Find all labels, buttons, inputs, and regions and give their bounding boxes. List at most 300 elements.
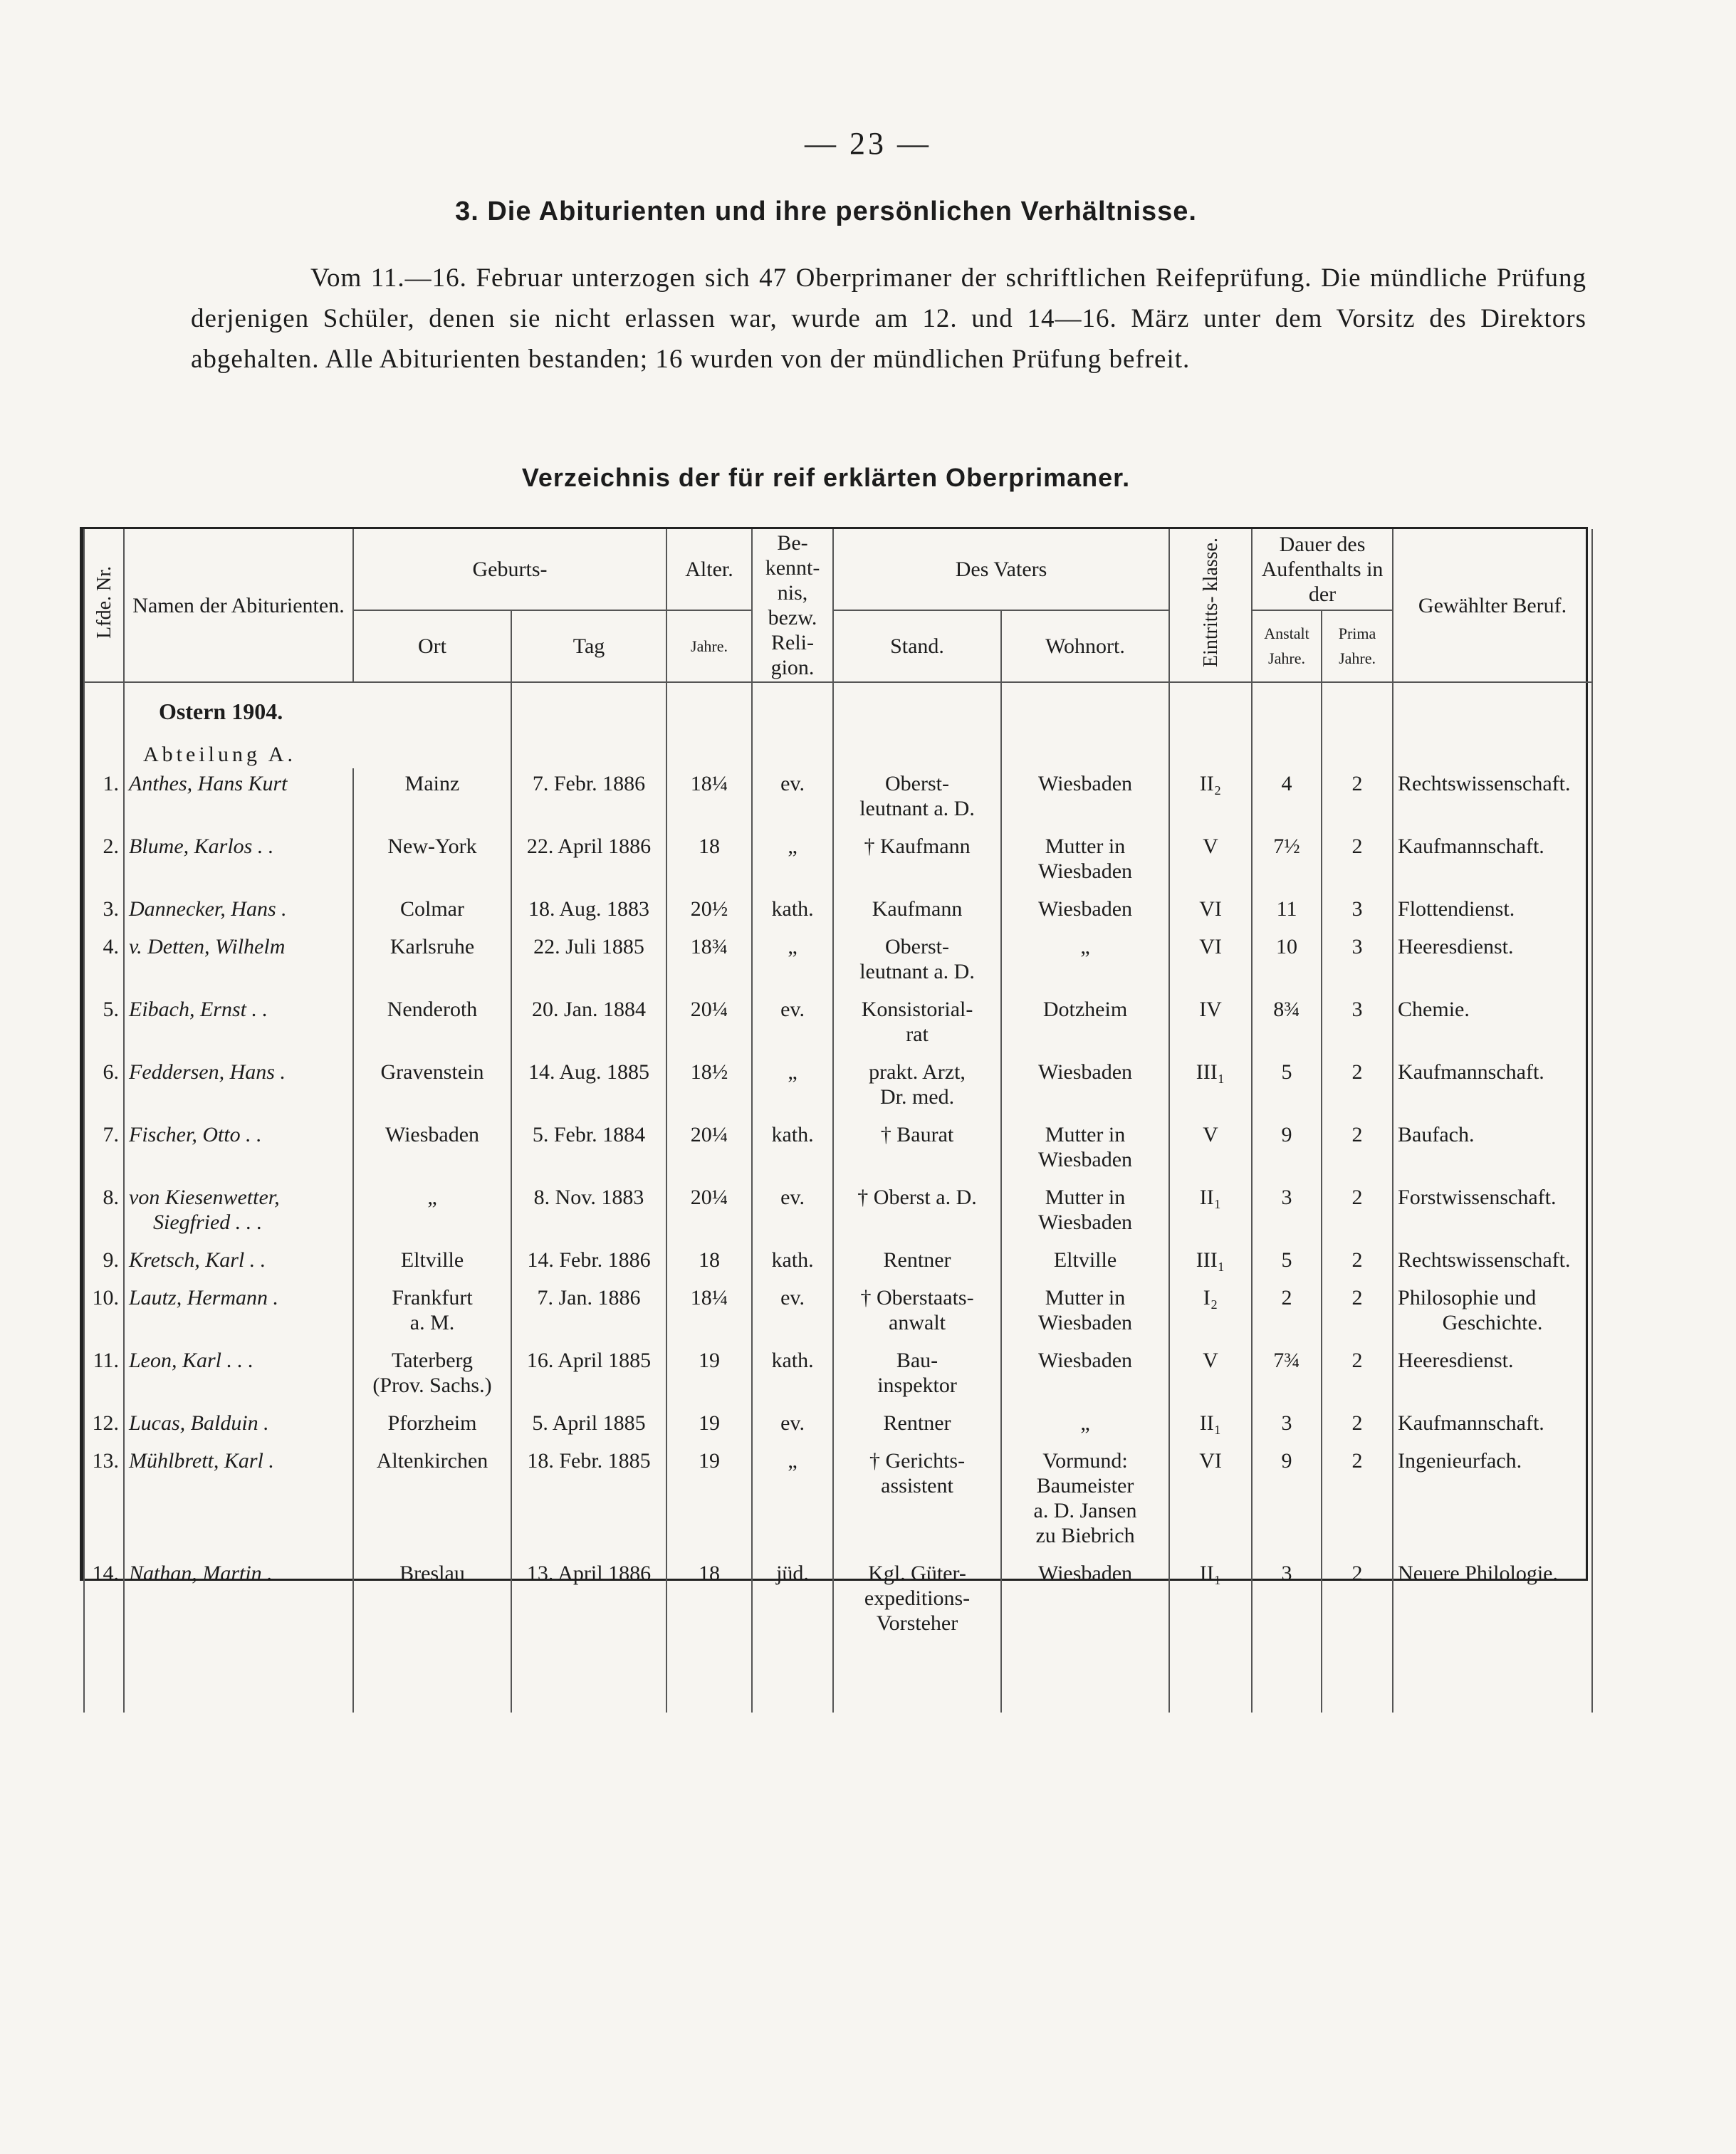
cell-name: [124, 1119, 353, 1182]
cell-eintritt: III₁: [1169, 1245, 1252, 1282]
cell-name-line: Dannecker, Hans .: [129, 897, 287, 921]
cell-stand-line: Dr. med.: [879, 1085, 955, 1109]
cell-wohnort-line: Eltville: [1053, 1248, 1117, 1272]
cell-nr: 12.: [84, 1408, 124, 1445]
table-row: [84, 1057, 1592, 1119]
cell-religion: kath.: [752, 1119, 833, 1182]
cell-wohnort-line: Baumeister: [1036, 1474, 1134, 1497]
empty-cell: [666, 1646, 752, 1713]
cell-stand-line: expeditions-: [864, 1586, 971, 1610]
cell-stand-line: leutnant a. D.: [859, 960, 975, 983]
cell-stand-line: Rentner: [883, 1248, 951, 1272]
cell-stand: [833, 1445, 1001, 1558]
cell-tag: 8. Nov. 1883: [511, 1182, 666, 1245]
cell-wohnort: [1001, 1057, 1169, 1119]
cell-ort-line: New-York: [387, 835, 477, 858]
cell-alter: 18: [666, 831, 752, 894]
cell-name-line: Lautz, Hermann .: [129, 1286, 279, 1309]
intro-paragraph: [191, 258, 1586, 380]
cell-anstalt: 7½: [1252, 831, 1322, 894]
cell-stand-line: Vorsteher: [876, 1611, 958, 1635]
cell-nr: 6.: [84, 1057, 124, 1119]
table-row: [84, 768, 1592, 831]
cell-religion: kath.: [752, 1245, 833, 1282]
cell-name-line: Leon, Karl . . .: [129, 1349, 254, 1372]
table-row: [84, 1445, 1592, 1558]
abiturienten-table: [83, 529, 1593, 1713]
cell-nr: 9.: [84, 1245, 124, 1282]
cell-wohnort-line: Wiesbaden: [1037, 859, 1133, 883]
cell-stand: [833, 1282, 1001, 1345]
cell-ort-line: Altenkirchen: [376, 1449, 488, 1473]
cell-stand: [833, 1057, 1001, 1119]
cell-stand-line: † Kaufmann: [864, 835, 971, 858]
cell-anstalt: 9: [1252, 1119, 1322, 1182]
cell-stand-line: Oberst-: [885, 935, 949, 958]
cell-name: [124, 894, 353, 931]
cell-anstalt: 3: [1252, 1558, 1322, 1646]
cell-anstalt: 7¾: [1252, 1345, 1322, 1408]
cell-prima: 3: [1322, 931, 1393, 994]
cell-tag: 22. April 1886: [511, 831, 666, 894]
cell-stand: [833, 831, 1001, 894]
cell-religion: ev.: [752, 768, 833, 831]
cell-ort-line: Breslau: [399, 1562, 465, 1585]
empty-cell: [1169, 1646, 1252, 1713]
cell-stand-line: Bau-: [896, 1349, 938, 1372]
cell-ort-line: Mainz: [404, 772, 460, 795]
cell-ort: [353, 931, 511, 994]
empty-cell: [511, 1646, 666, 1713]
cell-eintritt: V: [1169, 1345, 1252, 1408]
cell-religion: ev.: [752, 994, 833, 1057]
cell-nr: 4.: [84, 931, 124, 994]
cell-name-line: Anthes, Hans Kurt: [129, 772, 288, 795]
cell-ort: [353, 894, 511, 931]
cell-beruf: [1393, 1445, 1592, 1558]
cell-ort: [353, 1282, 511, 1345]
cell-stand-line: leutnant a. D.: [859, 797, 975, 820]
cell-tag: 5. April 1885: [511, 1408, 666, 1445]
cell-anstalt: 11: [1252, 894, 1322, 931]
cell-religion: ev.: [752, 1408, 833, 1445]
cell-beruf-line: Heeresdienst.: [1398, 935, 1514, 958]
cell-wohnort: [1001, 768, 1169, 831]
cell-beruf-line: Kaufmannschaft.: [1398, 1411, 1544, 1435]
cell-ort: [353, 1057, 511, 1119]
table-row: [84, 1282, 1592, 1345]
header-prima-label: Prima: [1338, 624, 1376, 643]
cell-wohnort: [1001, 1119, 1169, 1182]
group-subtitle: Abteilung A.: [124, 726, 511, 768]
cell-stand: [833, 1245, 1001, 1282]
cell-tag: 7. Jan. 1886: [511, 1282, 666, 1345]
header-geburts: Geburts-: [353, 529, 666, 610]
page-number: — 23 —: [805, 126, 931, 161]
cell-prima: 2: [1322, 1119, 1393, 1182]
header-anstalt-unit: Jahre.: [1268, 649, 1305, 668]
cell-wohnort-line: Wiesbaden: [1037, 1311, 1133, 1334]
cell-nr: 1.: [84, 768, 124, 831]
cell-alter: 18¼: [666, 1282, 752, 1345]
cell-stand-line: † Oberst a. D.: [857, 1186, 977, 1209]
header-ort: Ort: [353, 610, 511, 682]
cell-eintritt: II₂: [1169, 768, 1252, 831]
cell-stand-line: Rentner: [883, 1411, 951, 1435]
cell-prima: 2: [1322, 1558, 1393, 1646]
cell-religion: „: [752, 931, 833, 994]
header-alter-unit: Jahre.: [666, 610, 752, 682]
cell-name: [124, 1282, 353, 1345]
cell-wohnort-line: zu Biebrich: [1035, 1524, 1135, 1547]
cell-wohnort-line: Dotzheim: [1042, 998, 1128, 1021]
table-row: [84, 831, 1592, 894]
cell-wohnort-line: „: [1080, 935, 1090, 958]
empty-cell: [1322, 1646, 1393, 1713]
cell-prima: 2: [1322, 1057, 1393, 1119]
cell-anstalt: 5: [1252, 1245, 1322, 1282]
cell-eintritt: VI: [1169, 894, 1252, 931]
cell-religion: „: [752, 1057, 833, 1119]
cell-tag: 5. Febr. 1884: [511, 1119, 666, 1182]
cell-name: [124, 994, 353, 1057]
cell-name: [124, 1558, 353, 1646]
cell-anstalt: 3: [1252, 1408, 1322, 1445]
cell-beruf-line: Heeresdienst.: [1398, 1349, 1514, 1372]
cell-stand-line: assistent: [881, 1474, 953, 1497]
cell-beruf: [1393, 1119, 1592, 1182]
table-row: [84, 1558, 1592, 1646]
cell-eintritt: VI: [1169, 1445, 1252, 1558]
cell-beruf: [1393, 1282, 1592, 1345]
header-nr: Lfde. Nr.: [84, 529, 124, 682]
cell-beruf-line: Baufach.: [1398, 1123, 1475, 1146]
cell-beruf: [1393, 1345, 1592, 1408]
cell-prima: 2: [1322, 831, 1393, 894]
cell-ort-line: Colmar: [400, 897, 464, 921]
cell-stand-line: rat: [906, 1023, 929, 1046]
cell-wohnort-line: Wiesbaden: [1037, 1211, 1133, 1234]
cell-beruf-line: Chemie.: [1398, 998, 1470, 1021]
table-row: [84, 1119, 1592, 1182]
header-prima: [1322, 610, 1393, 682]
cell-beruf-line: Forstwissenschaft.: [1398, 1186, 1557, 1209]
cell-eintritt: IV: [1169, 994, 1252, 1057]
cell-name-line: Lucas, Balduin .: [129, 1411, 269, 1435]
cell-name-line: Feddersen, Hans .: [129, 1060, 286, 1084]
cell-wohnort: [1001, 1282, 1169, 1345]
header-stand: Stand.: [833, 610, 1001, 682]
cell-stand: [833, 931, 1001, 994]
cell-ort: [353, 1408, 511, 1445]
cell-eintritt: II₁: [1169, 1408, 1252, 1445]
cell-eintritt: V: [1169, 1119, 1252, 1182]
group-title-row: [84, 682, 1592, 726]
cell-prima: 2: [1322, 1445, 1393, 1558]
cell-name: [124, 768, 353, 831]
group-subtitle-row: [84, 726, 1592, 768]
group-title: Ostern 1904.: [124, 682, 511, 726]
cell-nr: 5.: [84, 994, 124, 1057]
cell-anstalt: 3: [1252, 1182, 1322, 1245]
cell-tag: 20. Jan. 1884: [511, 994, 666, 1057]
cell-beruf: [1393, 1245, 1592, 1282]
cell-wohnort-line: Mutter in: [1045, 835, 1126, 858]
cell-wohnort: [1001, 1245, 1169, 1282]
cell-beruf: [1393, 768, 1592, 831]
cell-wohnort: [1001, 1345, 1169, 1408]
section-title: 3. Die Abiturienten und ihre persönlichen Verhältnisse.: [455, 197, 1197, 226]
empty-cell: [833, 1646, 1001, 1713]
cell-alter: 20¼: [666, 1119, 752, 1182]
cell-alter: 18: [666, 1245, 752, 1282]
cell-beruf-line: Philosophie und: [1398, 1286, 1537, 1309]
cell-alter: 18: [666, 1558, 752, 1646]
cell-nr: 7.: [84, 1119, 124, 1182]
cell-stand: [833, 1182, 1001, 1245]
cell-tag: 22. Juli 1885: [511, 931, 666, 994]
cell-wohnort-line: Wiesbaden: [1037, 1148, 1133, 1171]
cell-beruf: [1393, 831, 1592, 894]
cell-beruf: [1393, 994, 1592, 1057]
table-header: [84, 529, 1592, 682]
table-title: Verzeichnis der für reif erklärten Oberprimaner.: [521, 463, 1131, 492]
cell-wohnort: [1001, 894, 1169, 931]
cell-wohnort: [1001, 1445, 1169, 1558]
table-row: [84, 894, 1592, 931]
cell-nr: 3.: [84, 894, 124, 931]
cell-stand: [833, 1558, 1001, 1646]
table-row: [84, 1245, 1592, 1282]
cell-religion: kath.: [752, 1345, 833, 1408]
cell-beruf: [1393, 894, 1592, 931]
cell-prima: 3: [1322, 894, 1393, 931]
cell-name: [124, 931, 353, 994]
cell-wohnort: [1001, 1558, 1169, 1646]
cell-ort-line: Eltville: [400, 1248, 464, 1272]
cell-beruf: [1393, 1182, 1592, 1245]
header-eintritt: Eintritts- klasse.: [1169, 529, 1252, 682]
cell-stand: [833, 1408, 1001, 1445]
empty-cell: [752, 1646, 833, 1713]
cell-name: [124, 831, 353, 894]
cell-name: [124, 1245, 353, 1282]
cell-wohnort-line: Vormund:: [1042, 1449, 1128, 1473]
cell-beruf-line: Rechtswissenschaft.: [1398, 772, 1571, 795]
cell-nr: 10.: [84, 1282, 124, 1345]
cell-wohnort: [1001, 994, 1169, 1057]
empty-cell: [1001, 1646, 1169, 1713]
cell-wohnort: [1001, 931, 1169, 994]
cell-stand: [833, 1119, 1001, 1182]
cell-tag: 7. Febr. 1886: [511, 768, 666, 831]
table-body: [84, 682, 1592, 1713]
cell-ort-line: Wiesbaden: [385, 1123, 480, 1146]
cell-ort-line: a. M.: [409, 1311, 455, 1334]
cell-beruf-line: Kaufmannschaft.: [1398, 835, 1544, 858]
cell-ort: [353, 1245, 511, 1282]
cell-wohnort-line: Wiesbaden: [1037, 1060, 1133, 1084]
cell-name: [124, 1182, 353, 1245]
cell-anstalt: 8¾: [1252, 994, 1322, 1057]
header-alter: Alter.: [666, 529, 752, 610]
cell-wohnort-line: Wiesbaden: [1037, 772, 1133, 795]
cell-alter: 18¼: [666, 768, 752, 831]
cell-beruf-line: Geschichte.: [1442, 1311, 1543, 1334]
cell-ort-line: Karlsruhe: [389, 935, 475, 958]
cell-stand: [833, 768, 1001, 831]
cell-wohnort-line: Mutter in: [1045, 1123, 1126, 1146]
cell-beruf-line: Ingenieurfach.: [1398, 1449, 1522, 1473]
cell-name-line: Kretsch, Karl . .: [129, 1248, 266, 1272]
cell-nr: 8.: [84, 1182, 124, 1245]
cell-wohnort-line: Mutter in: [1045, 1186, 1126, 1209]
cell-name-line: v. Detten, Wilhelm: [129, 935, 286, 958]
empty-cell: [84, 1646, 124, 1713]
cell-tag: 18. Febr. 1885: [511, 1445, 666, 1558]
cell-stand-line: Kaufmann: [872, 897, 963, 921]
cell-stand-line: Kgl. Güter-: [868, 1562, 966, 1585]
cell-stand-line: inspektor: [877, 1374, 957, 1397]
cell-wohnort: [1001, 831, 1169, 894]
cell-beruf: [1393, 1408, 1592, 1445]
cell-name: [124, 1408, 353, 1445]
cell-nr: 13.: [84, 1445, 124, 1558]
header-anstalt-label: Anstalt: [1264, 624, 1309, 643]
cell-beruf: [1393, 1558, 1592, 1646]
cell-stand-line: Oberst-: [885, 772, 949, 795]
cell-beruf: [1393, 931, 1592, 994]
cell-alter: 19: [666, 1408, 752, 1445]
abiturienten-table-frame: [80, 527, 1588, 1635]
header-vater: Des Vaters: [833, 529, 1169, 610]
cell-ort: [353, 1119, 511, 1182]
cell-wohnort-line: „: [1080, 1411, 1090, 1435]
cell-prima: 2: [1322, 1408, 1393, 1445]
empty-cell: [1393, 1646, 1592, 1713]
cell-beruf-line: Rechtswissenschaft.: [1398, 1248, 1571, 1272]
cell-tag: 14. Febr. 1886: [511, 1245, 666, 1282]
cell-tag: 18. Aug. 1883: [511, 894, 666, 931]
cell-prima: 2: [1322, 1182, 1393, 1245]
cell-ort-line: Taterberg: [392, 1349, 473, 1372]
cell-religion: ev.: [752, 1282, 833, 1345]
cell-ort-line: Gravenstein: [380, 1060, 484, 1084]
cell-alter: 19: [666, 1345, 752, 1408]
cell-stand: [833, 894, 1001, 931]
cell-alter: 20½: [666, 894, 752, 931]
cell-prima: 2: [1322, 1345, 1393, 1408]
empty-cell: [124, 1646, 353, 1713]
cell-wohnort-line: Wiesbaden: [1037, 1562, 1133, 1585]
cell-alter: 20¼: [666, 1182, 752, 1245]
cell-anstalt: 4: [1252, 768, 1322, 831]
cell-religion: ev.: [752, 1182, 833, 1245]
cell-eintritt: III₁: [1169, 1057, 1252, 1119]
header-dauer: Dauer des Aufenthalts in der: [1252, 529, 1393, 610]
header-wohnort: Wohnort.: [1001, 610, 1169, 682]
cell-name: [124, 1445, 353, 1558]
cell-ort: [353, 831, 511, 894]
cell-religion: kath.: [752, 894, 833, 931]
cell-prima: 3: [1322, 994, 1393, 1057]
cell-name: [124, 1345, 353, 1408]
cell-ort: [353, 768, 511, 831]
cell-stand-line: anwalt: [889, 1311, 946, 1334]
table-row: [84, 931, 1592, 994]
table-row: [84, 1345, 1592, 1408]
cell-ort: [353, 1558, 511, 1646]
cell-beruf-line: Flottendienst.: [1398, 897, 1515, 921]
cell-tag: 13. April 1886: [511, 1558, 666, 1646]
intro-text: Vom 11.—16. Februar unterzogen sich 47 Oberprimaner der schriftlichen Reifeprüfung. Die mündliche Prüfung derjenigen Schüler, denen sie nicht erlassen war, wurde am 12. und 14—16. März unter dem Vorsitz des Direktors abgehalten. Alle Abiturienten bestanden; 16 wurden von der mündlichen Prüfung befreit.: [191, 263, 1586, 374]
cell-prima: 2: [1322, 768, 1393, 831]
cell-alter: 18½: [666, 1057, 752, 1119]
cell-beruf-line: Neuere Philologie.: [1398, 1562, 1558, 1585]
empty-cell: [353, 1646, 511, 1713]
header-prima-unit: Jahre.: [1339, 649, 1376, 668]
cell-tag: 16. April 1885: [511, 1345, 666, 1408]
cell-stand-line: † Gerichts-: [869, 1449, 966, 1473]
cell-stand-line: † Baurat: [880, 1123, 954, 1146]
cell-anstalt: 10: [1252, 931, 1322, 994]
table-row: [84, 1182, 1592, 1245]
cell-name-line: Eibach, Ernst . .: [129, 998, 268, 1021]
cell-beruf: [1393, 1057, 1592, 1119]
cell-prima: 2: [1322, 1245, 1393, 1282]
cell-nr: 2.: [84, 831, 124, 894]
cell-nr: 14.: [84, 1558, 124, 1646]
cell-wohnort-line: Mutter in: [1045, 1286, 1126, 1309]
cell-eintritt: II₁: [1169, 1558, 1252, 1646]
cell-ort: [353, 1182, 511, 1245]
cell-name-line: von Kiesenwetter,: [129, 1186, 280, 1209]
cell-ort: [353, 1345, 511, 1408]
cell-alter: 18¾: [666, 931, 752, 994]
cell-ort: [353, 994, 511, 1057]
header-beruf: Gewählter Beruf.: [1393, 529, 1592, 682]
cell-religion: jüd.: [752, 1558, 833, 1646]
cell-religion: „: [752, 1445, 833, 1558]
cell-nr: 11.: [84, 1345, 124, 1408]
cell-name-line: Mühlbrett, Karl .: [129, 1449, 274, 1473]
cell-ort: [353, 1445, 511, 1558]
cell-ort-line: „: [427, 1186, 437, 1209]
cell-anstalt: 5: [1252, 1057, 1322, 1119]
cell-alter: 20¼: [666, 994, 752, 1057]
cell-wohnort: [1001, 1408, 1169, 1445]
cell-anstalt: 9: [1252, 1445, 1322, 1558]
cell-ort-line: Pforzheim: [387, 1411, 477, 1435]
header-religion: Be- kennt- nis, bezw. Reli- gion.: [752, 529, 833, 682]
header-tag: Tag: [511, 610, 666, 682]
cell-religion: „: [752, 831, 833, 894]
table-row: [84, 994, 1592, 1057]
cell-name-line: Nathan, Martin .: [129, 1562, 273, 1585]
table-row: [84, 1408, 1592, 1445]
cell-anstalt: 2: [1252, 1282, 1322, 1345]
cell-ort-line: Nenderoth: [387, 998, 478, 1021]
cell-alter: 19: [666, 1445, 752, 1558]
cell-wohnort-line: Wiesbaden: [1037, 897, 1133, 921]
cell-wohnort-line: Wiesbaden: [1037, 1349, 1133, 1372]
empty-cell: [1252, 1646, 1322, 1713]
cell-ort-line: (Prov. Sachs.): [372, 1374, 492, 1397]
cell-prima: 2: [1322, 1282, 1393, 1345]
cell-name-line: Siegfried . . .: [153, 1211, 263, 1234]
cell-ort-line: Frankfurt: [392, 1286, 473, 1309]
cell-eintritt: V: [1169, 831, 1252, 894]
